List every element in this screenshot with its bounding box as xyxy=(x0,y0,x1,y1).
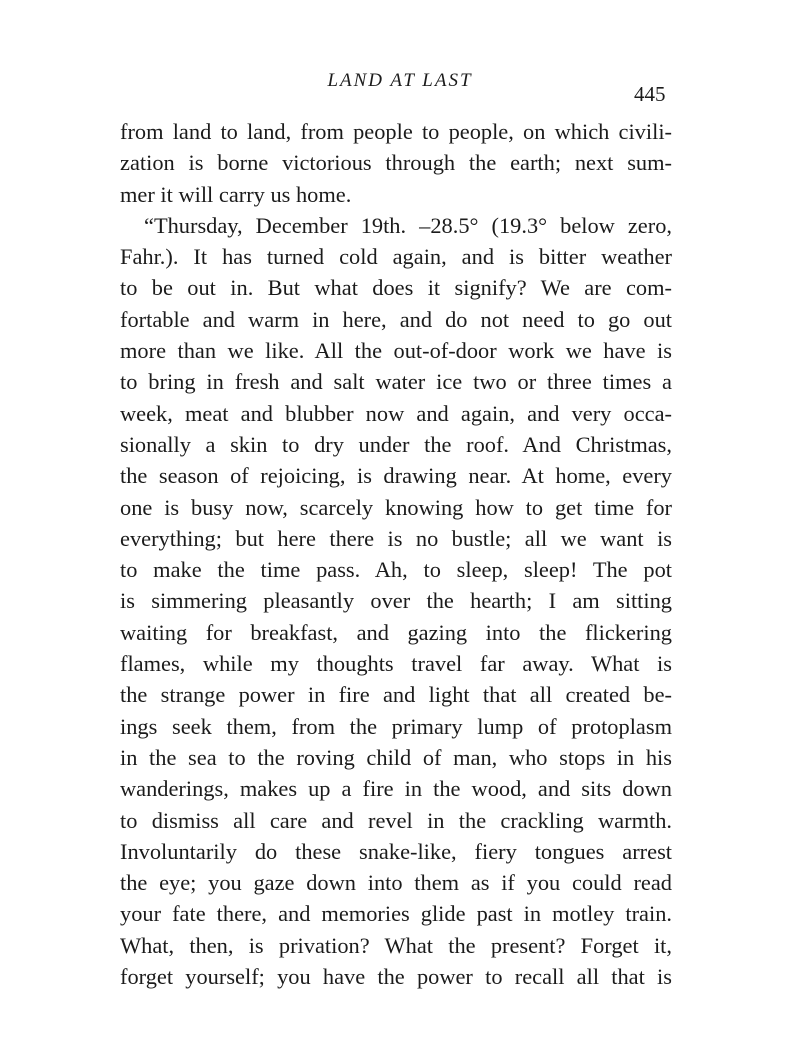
text-line: ings seek them, from the primary lump of protoplasm xyxy=(120,713,672,739)
text-line: the strange power in fire and light that all created be- xyxy=(120,682,672,708)
text-line: more than we like. All the out-of-door work we have is xyxy=(120,338,672,364)
text-line: to dismiss all care and revel in the crackling warmth. xyxy=(120,807,672,833)
body-text xyxy=(120,116,672,992)
text-line: What, then, is privation? What the present? Forget it, xyxy=(120,932,672,958)
text-line: your fate there, and memories glide past in motley train. xyxy=(120,901,672,927)
text-line: flames, while my thoughts travel far away. What is xyxy=(120,651,672,677)
text-line: wanderings, makes up a fire in the wood, and sits down xyxy=(120,776,672,802)
running-head xyxy=(0,68,800,106)
text-line: Fahr.). It has turned cold again, and is bitter weather xyxy=(120,244,672,270)
text-line: to be out in. But what does it signify? We are com- xyxy=(120,275,672,301)
text-line: the eye; you gaze down into them as if you could read xyxy=(120,870,672,896)
page-number: 445 xyxy=(634,82,666,106)
text-line: mer it will carry us home. xyxy=(120,181,352,207)
text-line: Involuntarily do these snake-like, fiery tongues arrest xyxy=(120,838,672,864)
text-line: everything; but here there is no bustle; all we want is xyxy=(120,525,672,551)
text-line: “Thursday, December 19th. –28.5° (19.3° below zero, xyxy=(144,212,672,238)
text-line: week, meat and blubber now and again, and very occa- xyxy=(120,400,672,426)
text-line: fortable and warm in here, and do not need to go out xyxy=(120,306,672,332)
text-line: zation is borne victorious through the earth; next sum- xyxy=(120,150,672,176)
text-line: the season of rejoicing, is drawing near. At home, every xyxy=(120,463,672,489)
running-title: LAND AT LAST xyxy=(327,70,473,91)
text-line: forget yourself; you have the power to recall all that is xyxy=(120,964,672,990)
text-line: waiting for breakfast, and gazing into the flickering xyxy=(120,619,672,645)
text-line: one is busy now, scarcely knowing how to get time for xyxy=(120,494,672,520)
text-line: from land to land, from people to people, on which civili- xyxy=(120,119,672,144)
text-line: is simmering pleasantly over the hearth; I am sitting xyxy=(120,588,672,614)
text-line: sionally a skin to dry under the roof. And Christmas, xyxy=(120,431,672,457)
text-line: in the sea to the roving child of man, who stops in his xyxy=(120,744,672,770)
text-line: to make the time pass. Ah, to sleep, sleep! The pot xyxy=(120,557,672,583)
text-line: to bring in fresh and salt water ice two or three times a xyxy=(120,369,672,395)
